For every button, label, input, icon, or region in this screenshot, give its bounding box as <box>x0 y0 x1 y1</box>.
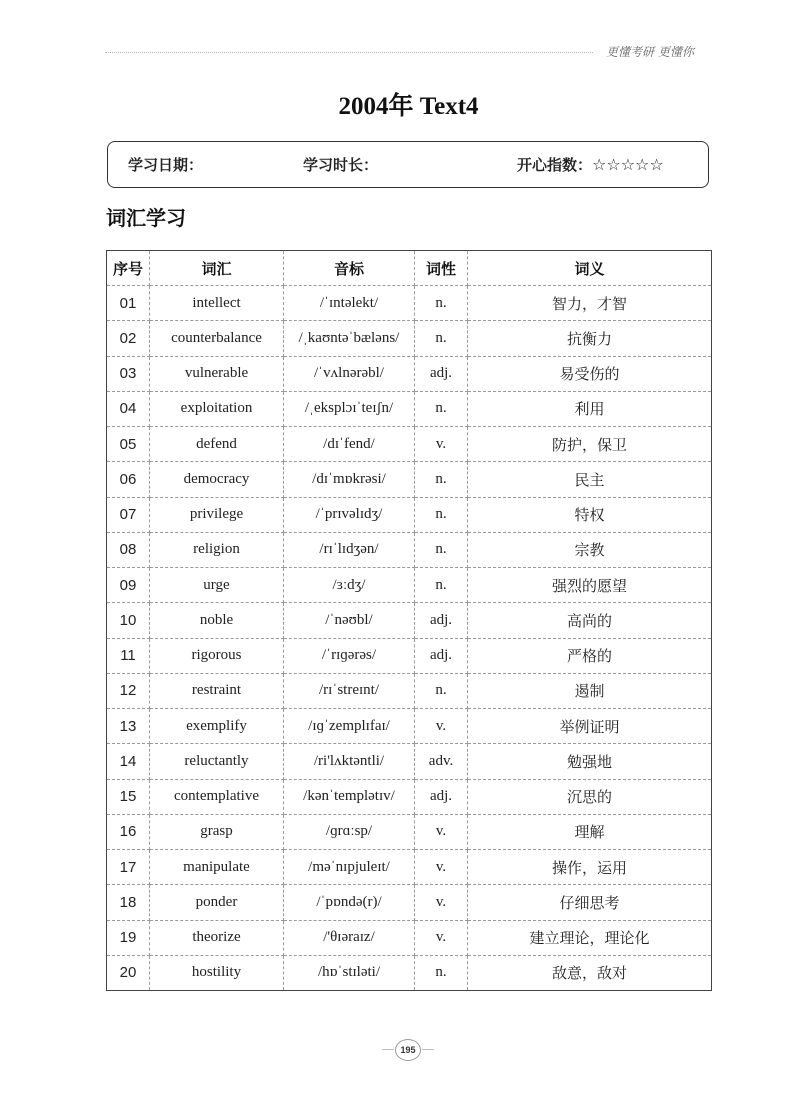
cell-pos: n. <box>415 955 468 990</box>
cell-no: 07 <box>107 497 150 532</box>
cell-pos: v. <box>415 850 468 885</box>
section-title: 词汇学习 <box>106 206 186 230</box>
cell-word: urge <box>150 568 284 603</box>
cell-phonetic: /ˌkaʊntəˈbæləns/ <box>284 321 415 356</box>
cell-no: 04 <box>107 391 150 426</box>
cell-pos: n. <box>415 286 468 321</box>
cell-word: rigorous <box>150 638 284 673</box>
cell-no: 08 <box>107 532 150 567</box>
cell-phonetic: /dɪˈfend/ <box>284 427 415 462</box>
cell-phonetic: /ˌeksplɔɪˈteɪʃn/ <box>284 391 415 426</box>
cell-word: manipulate <box>150 850 284 885</box>
cell-word: hostility <box>150 955 284 990</box>
cell-word: counterbalance <box>150 321 284 356</box>
star-rating-icon[interactable]: ☆☆☆☆☆ <box>592 155 664 174</box>
cell-meaning: 利用 <box>468 391 712 426</box>
cell-meaning: 理解 <box>468 814 712 849</box>
cell-meaning: 遏制 <box>468 673 712 708</box>
cell-no: 13 <box>107 709 150 744</box>
cell-phonetic: /ˈɪntəlekt/ <box>284 286 415 321</box>
vocab-table <box>106 250 712 991</box>
cell-word: defend <box>150 427 284 462</box>
table-row <box>107 814 712 849</box>
table-row <box>107 673 712 708</box>
happiness-index <box>517 154 664 175</box>
page-number-line-left <box>382 1049 394 1050</box>
table-row <box>107 427 712 462</box>
cell-no: 16 <box>107 814 150 849</box>
cell-phonetic: /ˈvʌlnərəbl/ <box>284 356 415 391</box>
cell-meaning: 宗教 <box>468 532 712 567</box>
cell-pos: v. <box>415 814 468 849</box>
table-row <box>107 850 712 885</box>
cell-meaning: 建立理论，理论化 <box>468 920 712 955</box>
table-row <box>107 603 712 638</box>
cell-no: 10 <box>107 603 150 638</box>
cell-pos: adj. <box>415 356 468 391</box>
cell-pos: v. <box>415 427 468 462</box>
cell-no: 18 <box>107 885 150 920</box>
cell-word: religion <box>150 532 284 567</box>
cell-no: 14 <box>107 744 150 779</box>
cell-no: 12 <box>107 673 150 708</box>
cell-phonetic: /'θɪəraɪz/ <box>284 920 415 955</box>
cell-meaning: 严格的 <box>468 638 712 673</box>
table-header-row <box>107 251 712 286</box>
cell-meaning: 特权 <box>468 497 712 532</box>
cell-phonetic: /rɪˈlɪdʒən/ <box>284 532 415 567</box>
cell-meaning: 强烈的愿望 <box>468 568 712 603</box>
cell-phonetic: /rɪˈstreɪnt/ <box>284 673 415 708</box>
cell-pos: adj. <box>415 638 468 673</box>
cell-pos: adj. <box>415 779 468 814</box>
cell-phonetic: /ˈnəʊbl/ <box>284 603 415 638</box>
cell-word: reluctantly <box>150 744 284 779</box>
table-row <box>107 955 712 990</box>
cell-pos: v. <box>415 920 468 955</box>
cell-word: exploitation <box>150 391 284 426</box>
cell-meaning: 易受伤的 <box>468 356 712 391</box>
column-header-no: 序号 <box>107 251 150 286</box>
cell-meaning: 勉强地 <box>468 744 712 779</box>
header-slogan: 更懂考研 更懂你 <box>606 45 694 59</box>
cell-no: 05 <box>107 427 150 462</box>
cell-meaning: 操作，运用 <box>468 850 712 885</box>
page-number-badge <box>380 1038 436 1062</box>
cell-word: intellect <box>150 286 284 321</box>
cell-no: 09 <box>107 568 150 603</box>
cell-pos: adv. <box>415 744 468 779</box>
cell-no: 11 <box>107 638 150 673</box>
cell-pos: n. <box>415 568 468 603</box>
table-row <box>107 532 712 567</box>
page-number: 195 <box>395 1039 421 1061</box>
table-row <box>107 709 712 744</box>
cell-phonetic: /ˈrɪɡərəs/ <box>284 638 415 673</box>
table-row <box>107 920 712 955</box>
table-row <box>107 391 712 426</box>
cell-word: noble <box>150 603 284 638</box>
cell-meaning: 抗衡力 <box>468 321 712 356</box>
cell-word: exemplify <box>150 709 284 744</box>
cell-word: vulnerable <box>150 356 284 391</box>
cell-meaning: 敌意，敌对 <box>468 955 712 990</box>
cell-pos: adj. <box>415 603 468 638</box>
cell-pos: n. <box>415 497 468 532</box>
cell-word: contemplative <box>150 779 284 814</box>
study-date-label: 学习日期： <box>128 156 204 174</box>
table-row <box>107 356 712 391</box>
cell-no: 03 <box>107 356 150 391</box>
cell-word: ponder <box>150 885 284 920</box>
cell-no: 02 <box>107 321 150 356</box>
cell-meaning: 智力，才智 <box>468 286 712 321</box>
column-header-meaning: 词义 <box>468 251 712 286</box>
cell-phonetic: /dɪˈmɒkrəsi/ <box>284 462 415 497</box>
cell-no: 20 <box>107 955 150 990</box>
cell-no: 15 <box>107 779 150 814</box>
cell-meaning: 沉思的 <box>468 779 712 814</box>
cell-pos: n. <box>415 673 468 708</box>
table-row <box>107 885 712 920</box>
study-info-box <box>107 141 709 188</box>
cell-pos: n. <box>415 321 468 356</box>
vocab-table-body <box>107 286 712 991</box>
cell-pos: n. <box>415 462 468 497</box>
table-row <box>107 744 712 779</box>
cell-phonetic: /ɡrɑːsp/ <box>284 814 415 849</box>
cell-pos: n. <box>415 532 468 567</box>
table-row <box>107 321 712 356</box>
cell-word: privilege <box>150 497 284 532</box>
cell-pos: v. <box>415 709 468 744</box>
happiness-label: 开心指数： <box>517 156 593 174</box>
cell-phonetic: /ˈpɒndə(r)/ <box>284 885 415 920</box>
page-title: 2004年 Text4 <box>338 93 479 120</box>
study-duration-label: 学习时长： <box>303 156 379 174</box>
cell-word: democracy <box>150 462 284 497</box>
cell-phonetic: /hɒˈstɪləti/ <box>284 955 415 990</box>
cell-pos: n. <box>415 391 468 426</box>
cell-phonetic: /kənˈtemplətɪv/ <box>284 779 415 814</box>
cell-phonetic: /ɪɡˈzemplɪfaɪ/ <box>284 709 415 744</box>
column-header-word: 词汇 <box>150 251 284 286</box>
cell-word: grasp <box>150 814 284 849</box>
cell-phonetic: /ˈprɪvəlɪdʒ/ <box>284 497 415 532</box>
cell-phonetic: /məˈnɪpjuleɪt/ <box>284 850 415 885</box>
cell-no: 01 <box>107 286 150 321</box>
cell-no: 06 <box>107 462 150 497</box>
cell-phonetic: /ɜːdʒ/ <box>284 568 415 603</box>
table-row <box>107 568 712 603</box>
cell-meaning: 民主 <box>468 462 712 497</box>
cell-meaning: 防护，保卫 <box>468 427 712 462</box>
column-header-pos: 词性 <box>415 251 468 286</box>
cell-no: 17 <box>107 850 150 885</box>
cell-word: theorize <box>150 920 284 955</box>
cell-word: restraint <box>150 673 284 708</box>
table-row <box>107 462 712 497</box>
table-row <box>107 779 712 814</box>
cell-no: 19 <box>107 920 150 955</box>
page-number-line-right <box>422 1049 434 1050</box>
cell-phonetic: /ri'lʌktəntli/ <box>284 744 415 779</box>
table-row <box>107 286 712 321</box>
column-header-phonetic: 音标 <box>284 251 415 286</box>
cell-pos: v. <box>415 885 468 920</box>
header-rule <box>105 52 593 53</box>
cell-meaning: 高尚的 <box>468 603 712 638</box>
cell-meaning: 仔细思考 <box>468 885 712 920</box>
cell-meaning: 举例证明 <box>468 709 712 744</box>
table-row <box>107 638 712 673</box>
table-row <box>107 497 712 532</box>
